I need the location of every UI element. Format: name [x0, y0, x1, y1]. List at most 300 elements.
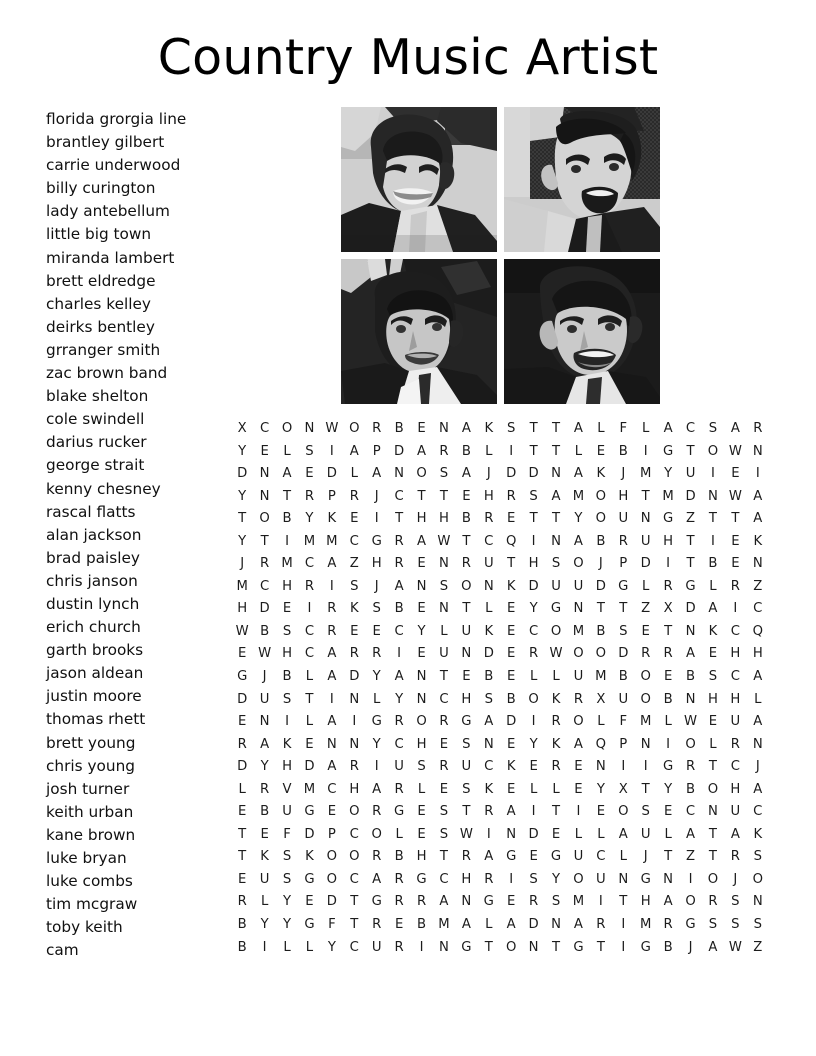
grid-cell[interactable]: J — [374, 578, 379, 594]
grid-cell[interactable]: B — [461, 443, 471, 459]
grid-cell[interactable]: R — [439, 714, 449, 730]
grid-cell[interactable]: L — [485, 443, 493, 459]
grid-cell[interactable]: N — [752, 443, 763, 459]
grid-cell[interactable]: J — [240, 556, 245, 572]
grid-cell[interactable]: R — [730, 578, 740, 594]
grid-cell[interactable]: C — [753, 804, 763, 820]
grid-cell[interactable]: B — [282, 669, 292, 685]
grid-cell[interactable]: Y — [327, 939, 336, 955]
grid-cell[interactable]: I — [755, 466, 760, 482]
grid-cell[interactable]: C — [260, 421, 270, 436]
grid-cell[interactable]: L — [485, 601, 493, 617]
grid-cell[interactable]: D — [685, 601, 696, 617]
grid-cell[interactable]: R — [394, 939, 404, 955]
grid-cell[interactable]: R — [663, 646, 673, 662]
grid-cell[interactable]: L — [238, 781, 246, 797]
grid-cell[interactable]: I — [711, 466, 715, 482]
grid-cell[interactable]: I — [643, 443, 648, 459]
grid-cell[interactable]: K — [484, 623, 494, 639]
grid-cell[interactable]: O — [349, 804, 360, 820]
grid-cell[interactable]: B — [618, 443, 628, 459]
grid-cell[interactable]: R — [394, 871, 404, 887]
grid-cell[interactable]: E — [417, 826, 426, 842]
grid-cell[interactable]: H — [730, 781, 741, 797]
grid-cell[interactable]: E — [529, 849, 538, 865]
grid-cell[interactable]: S — [439, 826, 449, 842]
grid-cell[interactable]: Y — [283, 917, 292, 933]
grid-cell[interactable]: L — [283, 939, 291, 955]
grid-cell[interactable]: E — [507, 623, 516, 639]
grid-cell[interactable]: X — [596, 691, 606, 707]
grid-cell[interactable]: S — [641, 804, 650, 820]
grid-cell[interactable]: T — [305, 691, 314, 707]
grid-cell[interactable]: W — [325, 421, 339, 436]
grid-cell[interactable]: K — [708, 623, 718, 639]
grid-cell[interactable]: G — [461, 714, 472, 730]
grid-cell[interactable]: N — [304, 421, 315, 436]
grid-cell[interactable]: W — [684, 714, 698, 730]
grid-cell[interactable]: E — [462, 669, 471, 685]
grid-cell[interactable]: I — [374, 511, 379, 527]
grid-cell[interactable]: L — [597, 714, 605, 730]
grid-cell[interactable]: E — [417, 646, 426, 662]
grid-cell[interactable]: T — [552, 421, 561, 436]
grid-cell[interactable]: U — [573, 849, 584, 865]
grid-cell[interactable]: Z — [753, 578, 763, 594]
grid-cell[interactable]: D — [259, 601, 270, 617]
grid-cell[interactable]: O — [707, 871, 719, 887]
grid-cell[interactable]: G — [371, 533, 382, 549]
grid-cell[interactable]: J — [733, 871, 738, 887]
grid-cell[interactable]: L — [552, 669, 560, 685]
word-list-item[interactable]: darius rucker — [46, 433, 147, 452]
grid-cell[interactable]: A — [506, 917, 516, 933]
grid-cell[interactable]: S — [282, 623, 292, 639]
grid-cell[interactable]: T — [686, 533, 695, 549]
grid-cell[interactable]: Y — [529, 601, 538, 617]
grid-cell[interactable]: G — [573, 939, 584, 955]
grid-cell[interactable]: N — [461, 894, 472, 910]
grid-cell[interactable]: A — [573, 421, 583, 436]
grid-cell[interactable]: H — [416, 511, 427, 527]
grid-cell[interactable]: S — [619, 623, 628, 639]
word-list-item[interactable]: chris janson — [46, 571, 138, 590]
grid-cell[interactable]: L — [440, 623, 448, 639]
grid-cell[interactable]: X — [237, 421, 247, 436]
grid-cell[interactable]: M — [303, 781, 316, 797]
grid-cell[interactable]: N — [752, 894, 763, 910]
grid-cell[interactable]: I — [576, 804, 581, 820]
grid-cell[interactable]: G — [506, 849, 517, 865]
word-list-item[interactable]: brad paisley — [46, 548, 140, 567]
grid-cell[interactable]: A — [327, 714, 337, 730]
grid-cell[interactable]: V — [282, 781, 292, 797]
grid-cell[interactable]: G — [618, 578, 629, 594]
grid-cell[interactable]: T — [708, 849, 717, 865]
grid-cell[interactable]: I — [352, 714, 357, 730]
grid-cell[interactable]: D — [618, 646, 629, 662]
grid-cell[interactable]: W — [258, 646, 272, 662]
grid-cell[interactable]: C — [394, 623, 404, 639]
grid-cell[interactable]: H — [730, 691, 741, 707]
grid-cell[interactable]: I — [285, 533, 289, 549]
grid-cell[interactable]: B — [596, 533, 606, 549]
grid-cell[interactable]: N — [461, 646, 472, 662]
grid-cell[interactable]: T — [462, 601, 471, 617]
grid-cell[interactable]: D — [528, 826, 539, 842]
grid-cell[interactable]: I — [531, 804, 536, 820]
grid-cell[interactable]: B — [394, 849, 404, 865]
grid-cell[interactable]: E — [663, 669, 673, 685]
grid-cell[interactable]: G — [483, 894, 494, 910]
grid-cell[interactable]: N — [708, 488, 718, 504]
grid-cell[interactable]: C — [529, 623, 539, 639]
grid-cell[interactable]: Y — [552, 871, 561, 887]
grid-cell[interactable]: B — [394, 421, 404, 436]
grid-cell[interactable]: L — [642, 578, 650, 594]
grid-cell[interactable]: L — [709, 578, 717, 594]
word-list-item[interactable]: tim mcgraw — [46, 895, 138, 914]
grid-cell[interactable]: K — [349, 601, 359, 617]
grid-cell[interactable]: O — [685, 894, 696, 910]
grid-cell[interactable]: G — [461, 939, 472, 955]
grid-cell[interactable]: E — [641, 623, 650, 639]
grid-cell[interactable]: C — [730, 669, 740, 685]
grid-cell[interactable]: T — [552, 939, 561, 955]
grid-cell[interactable]: S — [753, 917, 762, 933]
grid-cell[interactable]: Z — [641, 601, 651, 617]
grid-cell[interactable]: A — [394, 578, 404, 594]
word-list-item[interactable]: luke combs — [46, 872, 133, 891]
grid-cell[interactable]: B — [663, 939, 673, 955]
grid-cell[interactable]: O — [326, 871, 338, 887]
grid-cell[interactable]: R — [372, 421, 382, 436]
grid-cell[interactable]: E — [507, 736, 516, 752]
grid-cell[interactable]: E — [350, 623, 359, 639]
word-list-item[interactable]: josh turner — [46, 779, 130, 798]
grid-cell[interactable]: E — [507, 894, 516, 910]
grid-cell[interactable]: A — [461, 421, 471, 436]
grid-cell[interactable]: S — [708, 669, 718, 685]
grid-cell[interactable]: T — [484, 939, 493, 955]
grid-cell[interactable]: H — [416, 849, 427, 865]
grid-cell[interactable]: E — [417, 601, 426, 617]
grid-cell[interactable]: Y — [596, 781, 605, 797]
grid-cell[interactable]: T — [529, 421, 538, 436]
grid-cell[interactable]: H — [707, 691, 718, 707]
grid-cell[interactable]: O — [326, 849, 338, 865]
grid-cell[interactable]: A — [753, 714, 763, 730]
grid-cell[interactable]: D — [528, 466, 539, 482]
grid-cell[interactable]: A — [506, 804, 516, 820]
grid-cell[interactable]: B — [237, 939, 247, 955]
grid-cell[interactable]: L — [709, 736, 717, 752]
grid-cell[interactable]: R — [685, 759, 696, 775]
grid-cell[interactable]: O — [573, 646, 584, 662]
grid-cell[interactable]: K — [551, 691, 561, 707]
grid-cell[interactable]: K — [282, 736, 292, 752]
grid-cell[interactable]: O — [506, 939, 517, 955]
grid-cell[interactable]: N — [640, 736, 651, 752]
grid-cell[interactable]: E — [305, 466, 314, 482]
word-list-item[interactable]: luke bryan — [46, 849, 127, 867]
grid-cell[interactable]: H — [416, 736, 427, 752]
grid-cell[interactable]: N — [416, 691, 427, 707]
grid-cell[interactable]: E — [439, 781, 449, 797]
word-list-item[interactable]: brett eldredge — [46, 271, 156, 290]
grid-cell[interactable]: U — [618, 691, 629, 707]
grid-cell[interactable]: U — [483, 556, 494, 572]
grid-cell[interactable]: T — [731, 511, 740, 527]
grid-cell[interactable]: E — [394, 917, 404, 933]
grid-cell[interactable]: E — [350, 511, 359, 527]
grid-cell[interactable]: R — [618, 533, 628, 549]
grid-cell[interactable]: E — [260, 443, 269, 459]
grid-cell[interactable]: O — [707, 781, 719, 797]
grid-cell[interactable]: T — [417, 488, 426, 504]
grid-cell[interactable]: W — [459, 826, 473, 842]
grid-cell[interactable]: R — [349, 646, 359, 662]
grid-cell[interactable]: N — [685, 623, 696, 639]
grid-cell[interactable]: P — [619, 736, 628, 752]
grid-cell[interactable]: Y — [238, 443, 247, 459]
grid-cell[interactable]: R — [596, 917, 606, 933]
grid-cell[interactable]: D — [483, 646, 494, 662]
grid-cell[interactable]: E — [238, 714, 247, 730]
grid-cell[interactable]: A — [349, 443, 359, 459]
grid-cell[interactable]: S — [282, 849, 292, 865]
grid-cell[interactable]: A — [394, 669, 404, 685]
grid-cell[interactable]: N — [326, 736, 337, 752]
grid-cell[interactable]: F — [619, 714, 628, 730]
grid-cell[interactable]: T — [283, 488, 292, 504]
grid-cell[interactable]: H — [282, 759, 292, 775]
grid-cell[interactable]: R — [730, 849, 740, 865]
grid-cell[interactable]: E — [731, 533, 740, 549]
grid-cell[interactable]: B — [260, 623, 270, 639]
grid-cell[interactable]: C — [394, 488, 404, 504]
grid-cell[interactable]: T — [664, 623, 673, 639]
word-list-item[interactable]: blake shelton — [46, 387, 149, 406]
grid-cell[interactable]: R — [349, 488, 359, 504]
grid-cell[interactable]: S — [507, 421, 516, 436]
grid-cell[interactable]: E — [305, 894, 314, 910]
grid-cell[interactable]: M — [595, 669, 607, 685]
grid-cell[interactable]: N — [752, 556, 763, 572]
grid-cell[interactable]: O — [416, 466, 427, 482]
grid-cell[interactable]: U — [730, 714, 741, 730]
grid-cell[interactable]: K — [327, 511, 337, 527]
word-list-item[interactable]: erich church — [46, 618, 141, 637]
grid-cell[interactable]: G — [663, 511, 674, 527]
grid-cell[interactable]: E — [574, 781, 583, 797]
grid-cell[interactable]: A — [327, 646, 337, 662]
grid-cell[interactable]: S — [484, 691, 493, 707]
grid-cell[interactable]: S — [282, 871, 292, 887]
word-list-item[interactable]: toby keith — [46, 918, 123, 937]
grid-cell[interactable]: D — [528, 578, 539, 594]
grid-cell[interactable]: S — [439, 466, 449, 482]
grid-cell[interactable]: E — [507, 646, 516, 662]
grid-cell[interactable]: G — [550, 601, 562, 617]
grid-cell[interactable]: C — [327, 781, 337, 797]
grid-cell[interactable]: E — [238, 871, 247, 887]
grid-cell[interactable]: O — [573, 714, 584, 730]
grid-cell[interactable]: R — [416, 894, 427, 910]
word-list-item[interactable]: kenny chesney — [46, 479, 161, 498]
word-list-item[interactable]: carrie underwood — [46, 156, 181, 175]
grid-cell[interactable]: G — [237, 669, 248, 685]
grid-cell[interactable]: T — [641, 781, 650, 797]
grid-cell[interactable]: A — [484, 714, 494, 730]
grid-cell[interactable]: N — [439, 601, 449, 617]
grid-cell[interactable]: N — [551, 466, 561, 482]
grid-cell[interactable]: S — [551, 556, 561, 572]
grid-cell[interactable]: U — [551, 578, 561, 594]
grid-cell[interactable]: C — [394, 736, 404, 752]
grid-cell[interactable]: P — [327, 488, 336, 504]
grid-cell[interactable]: J — [262, 669, 267, 685]
grid-cell[interactable]: B — [596, 623, 606, 639]
grid-cell[interactable]: I — [733, 601, 738, 617]
grid-cell[interactable]: P — [372, 443, 381, 459]
grid-cell[interactable]: O — [752, 871, 763, 887]
grid-cell[interactable]: N — [483, 578, 494, 594]
grid-cell[interactable]: L — [350, 466, 358, 482]
grid-cell[interactable]: E — [327, 804, 337, 820]
grid-cell[interactable]: G — [304, 917, 315, 933]
grid-cell[interactable]: E — [282, 601, 292, 617]
grid-cell[interactable]: G — [685, 578, 696, 594]
grid-cell[interactable]: U — [640, 533, 651, 549]
grid-cell[interactable]: S — [439, 578, 449, 594]
grid-cell[interactable]: I — [598, 894, 603, 910]
grid-cell[interactable]: Y — [372, 736, 381, 752]
grid-cell[interactable]: W — [728, 443, 742, 459]
grid-cell[interactable]: R — [663, 917, 673, 933]
grid-cell[interactable]: N — [349, 691, 360, 707]
word-list-item[interactable]: zac brown band — [46, 364, 168, 383]
grid-cell[interactable]: N — [259, 488, 270, 504]
grid-cell[interactable]: Z — [686, 849, 696, 865]
grid-cell[interactable]: N — [573, 601, 584, 617]
grid-cell[interactable]: R — [641, 646, 651, 662]
grid-cell[interactable]: L — [305, 669, 314, 685]
grid-cell[interactable]: K — [305, 849, 314, 865]
grid-cell[interactable]: R — [304, 488, 315, 504]
grid-cell[interactable]: U — [259, 871, 270, 887]
grid-cell[interactable]: L — [597, 421, 605, 436]
grid-cell[interactable]: D — [349, 669, 360, 685]
grid-cell[interactable]: K — [753, 826, 763, 842]
word-list-item[interactable]: charles kelley — [46, 294, 151, 313]
grid-cell[interactable]: B — [417, 917, 427, 933]
grid-cell[interactable]: T — [439, 488, 448, 504]
grid-cell[interactable]: M — [281, 556, 293, 572]
grid-cell[interactable]: Y — [529, 736, 538, 752]
grid-cell[interactable]: K — [260, 849, 269, 865]
word-list-item[interactable]: florida grorgia line — [46, 110, 187, 128]
grid-cell[interactable]: N — [663, 871, 674, 887]
grid-cell[interactable]: O — [573, 871, 584, 887]
grid-cell[interactable]: Y — [395, 691, 404, 707]
grid-cell[interactable]: E — [439, 736, 449, 752]
grid-cell[interactable]: I — [285, 714, 289, 730]
grid-cell[interactable]: N — [551, 917, 561, 933]
grid-cell[interactable]: D — [304, 826, 315, 842]
grid-cell[interactable]: L — [642, 421, 650, 436]
grid-cell[interactable]: T — [529, 443, 538, 459]
grid-cell[interactable]: S — [305, 443, 314, 459]
grid-cell[interactable]: I — [531, 714, 536, 730]
grid-cell[interactable]: C — [260, 578, 270, 594]
grid-cell[interactable]: I — [397, 646, 402, 662]
grid-cell[interactable]: O — [550, 623, 562, 639]
grid-cell[interactable]: H — [618, 488, 629, 504]
grid-cell[interactable]: B — [484, 669, 494, 685]
grid-cell[interactable]: G — [304, 804, 315, 820]
grid-cell[interactable]: K — [506, 578, 516, 594]
grid-cell[interactable]: C — [304, 556, 315, 572]
grid-cell[interactable]: Z — [349, 556, 359, 572]
grid-cell[interactable]: I — [307, 601, 312, 617]
grid-cell[interactable]: B — [237, 917, 247, 933]
grid-cell[interactable]: P — [327, 826, 336, 842]
grid-cell[interactable]: M — [662, 488, 674, 504]
grid-cell[interactable]: L — [754, 691, 762, 707]
grid-cell[interactable]: D — [237, 759, 248, 775]
grid-cell[interactable]: D — [685, 488, 696, 504]
grid-cell[interactable]: E — [507, 781, 516, 797]
grid-cell[interactable]: A — [573, 533, 583, 549]
grid-cell[interactable]: E — [417, 421, 426, 436]
grid-cell[interactable]: N — [708, 804, 718, 820]
grid-cell[interactable]: D — [304, 759, 315, 775]
grid-cell[interactable]: C — [596, 849, 606, 865]
grid-cell[interactable]: A — [663, 421, 673, 436]
grid-cell[interactable]: C — [349, 939, 359, 955]
grid-cell[interactable]: W — [728, 488, 742, 504]
grid-cell[interactable]: A — [461, 917, 471, 933]
grid-cell[interactable]: I — [509, 871, 514, 887]
grid-cell[interactable]: L — [664, 714, 672, 730]
grid-cell[interactable]: M — [326, 533, 338, 549]
grid-cell[interactable]: U — [573, 669, 584, 685]
grid-cell[interactable]: G — [416, 871, 427, 887]
grid-cell[interactable]: A — [573, 736, 583, 752]
grid-cell[interactable]: B — [708, 556, 718, 572]
grid-cell[interactable]: T — [619, 894, 628, 910]
grid-cell[interactable]: A — [663, 894, 673, 910]
grid-cell[interactable]: S — [462, 736, 471, 752]
grid-cell[interactable]: B — [260, 804, 270, 820]
grid-cell[interactable]: G — [550, 849, 562, 865]
grid-cell[interactable]: N — [640, 511, 651, 527]
grid-cell[interactable]: O — [416, 714, 427, 730]
grid-cell[interactable]: M — [572, 488, 585, 504]
grid-cell[interactable]: Q — [595, 736, 607, 752]
grid-cell[interactable]: T — [641, 488, 650, 504]
grid-cell[interactable]: G — [304, 871, 315, 887]
grid-cell[interactable]: L — [552, 781, 560, 797]
grid-cell[interactable]: N — [439, 421, 449, 436]
grid-cell[interactable]: D — [506, 714, 517, 730]
grid-cell[interactable]: A — [573, 466, 583, 482]
grid-cell[interactable]: O — [640, 691, 651, 707]
grid-cell[interactable]: R — [506, 488, 516, 504]
grid-cell[interactable]: E — [238, 804, 247, 820]
grid-cell[interactable]: A — [439, 894, 449, 910]
